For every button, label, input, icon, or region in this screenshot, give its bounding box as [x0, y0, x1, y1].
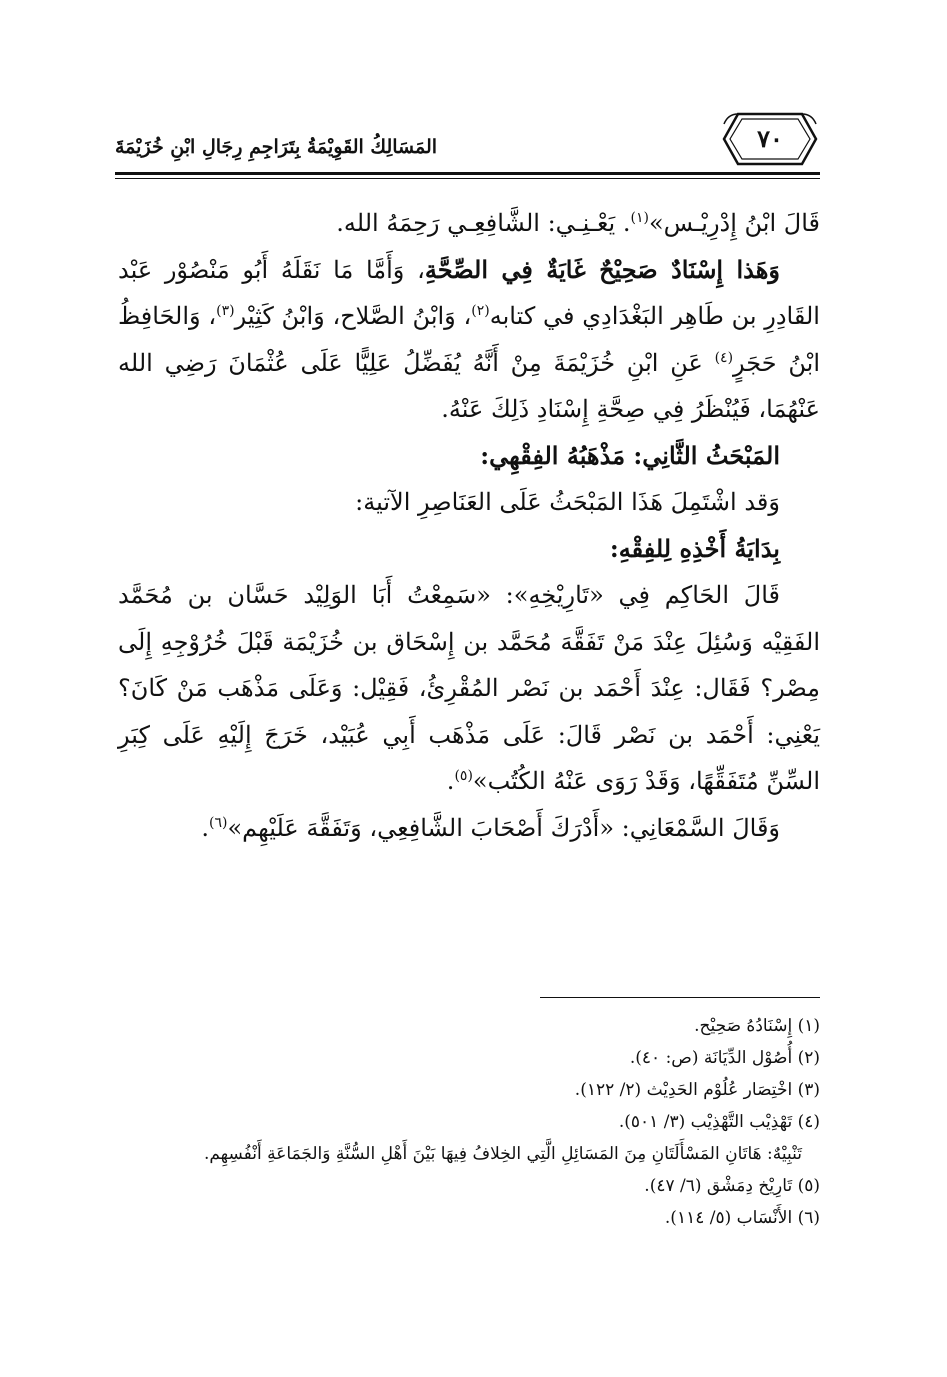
footnote-ref: (٢): [471, 303, 490, 319]
paragraph: قَالَ الحَاكِم فِي «تَارِيْخِهِ»: «سَمِعْتُ أَبَا الوَلِيْد حَسَّان بن مُحَمَّد الفَقِيْه وَسُئِلَ عِنْدَ مَنْ تَفَقَّهَ مُحَمَّد بن إِسْحَاق بن خُزَيْمَة قَبْلَ خُرُوْجِهِ إِلَى مِصْر؟ فَقَال: عِنْدَ أَحْمَد بن نَصْر المُقْرِئُ، فَقِيْل: وَعَلَى مَذْهَب مَنْ كَانَ؟ يَعْنِي: أَحْمَد بن نَصْر قَالَ: عَلَى مَذْهَب أَبِي عُبَيْد، خَرَجَ إِلَيْهِ عَلَى كِبَرِ السِّنِّ مُتَفَقِّهًا، وَقَدْ رَوَى عَنْهُ الكُتُب»$^{(٥)}$.: [118, 581, 820, 795]
paragraph: وَقَالَ السَّمْعَانِي: «أَدْرَكَ أَصْحَابَ الشَّافِعِي، وَتَفَقَّهَ عَلَيْهِم»$^{(٦)}$.: [201, 813, 780, 842]
footnote: (١) إِسْنَادُهُ صَحِيْح.: [694, 1016, 820, 1036]
page-number: ٧٠: [757, 124, 783, 153]
footnote: (٥) تَارِيْخ دِمَشْق (٦/ ٤٧).: [644, 1176, 820, 1196]
footnote-note: تَنْبِيْهٌ: هَاتَانِ المَسْأَلَتَانِ مِنَ المَسَائِلِ الَّتِي الخِلافُ فِيهَا بَيْنَ أَهْلِ السُّنَّةِ وَالجَمَاعَةِ أَنْفُسِهِم.: [203, 1144, 802, 1164]
header-rule-thick: [115, 172, 820, 175]
paragraph: وَهَذا إِسْنَادٌ صَحِيْحٌ غَايَةٌ فِي الصِّحَّةِ، وَأَمَّا مَا نَقَلَهُ أَبُو مَنْصُوْر عَبْد القَادِرِ بن طَاهِر البَغْدَادِي في كتابه$^{(٢)}$، وَابْنُ الصَّلاح، وَابْنُ كَثِيْر$^{(٣)}$، وَالحَافِظُ ابْنُ حَجَرٍ$^{(٤)}$ عَنِ ابْنِ خُزَيْمَةَ مِنْ أَنَّهُ يُفَضِّلُ عَلِيًّا عَلَى عُثْمَانَ رَضِي الله عَنْهُمَا، فَيُنْظَرُ فِي صِحَّةِ إِسْنَادِ ذَلِكَ عَنْهُ.: [118, 254, 820, 423]
header-rule-thin: [115, 178, 820, 179]
footnotes: [140, 1010, 820, 1234]
subsection-heading: بِدَايَةُ أَخْذِهِ لِلفِقْهِ:: [609, 533, 780, 563]
footnote: (٣) اخْتِصَار عُلُوْم الحَدِيْث (٢/ ١٢٢).: [574, 1080, 820, 1100]
paragraph: قَالَ ابْنُ إِدْرِيْـس»$^{(١)}$. يَعْـنِـي: الشَّافِعِـي رَحِمَهُ الله.: [336, 209, 820, 237]
section-heading: المَبْحَثُ الثَّانِي: مَذْهَبُهُ الفِقْهِي:: [480, 440, 780, 470]
running-title: المَسَالِكُ القَوِيْمَةُ بِتَرَاجِمِ رِجَالِ ابْنِ خُزَيْمَةَ: [115, 136, 438, 158]
footnote-separator: [540, 997, 820, 998]
footnote: (٢) أُصُوْل الدِّيَانَة (ص: ٤٠).: [629, 1048, 820, 1068]
footnote-ref: (١): [630, 210, 649, 226]
page-header: [115, 108, 820, 178]
footnote-ref: (٦): [209, 814, 228, 831]
footnote: (٦) الأَنْسَاب (٥/ ١١٤).: [664, 1208, 820, 1228]
emphasis: وَهَذا إِسْنَادٌ صَحِيْحٌ غَايَةٌ فِي الصِّحَّةِ: [424, 254, 781, 284]
page-number-frame: [720, 108, 820, 170]
paragraph: وَقد اشْتَمِلَ هَذَا المَبْحَثُ عَلَى العَنَاصِرِ الآتية:: [355, 488, 780, 516]
footnote-ref: (٤): [714, 349, 734, 366]
footnote: (٤) تَهْذِيْب التَّهْذِيْب (٣/ ٥٠١).: [618, 1112, 820, 1132]
footnote-ref: (٥): [454, 768, 473, 784]
main-text: [118, 200, 820, 851]
footnote-ref: (٣): [216, 303, 235, 319]
